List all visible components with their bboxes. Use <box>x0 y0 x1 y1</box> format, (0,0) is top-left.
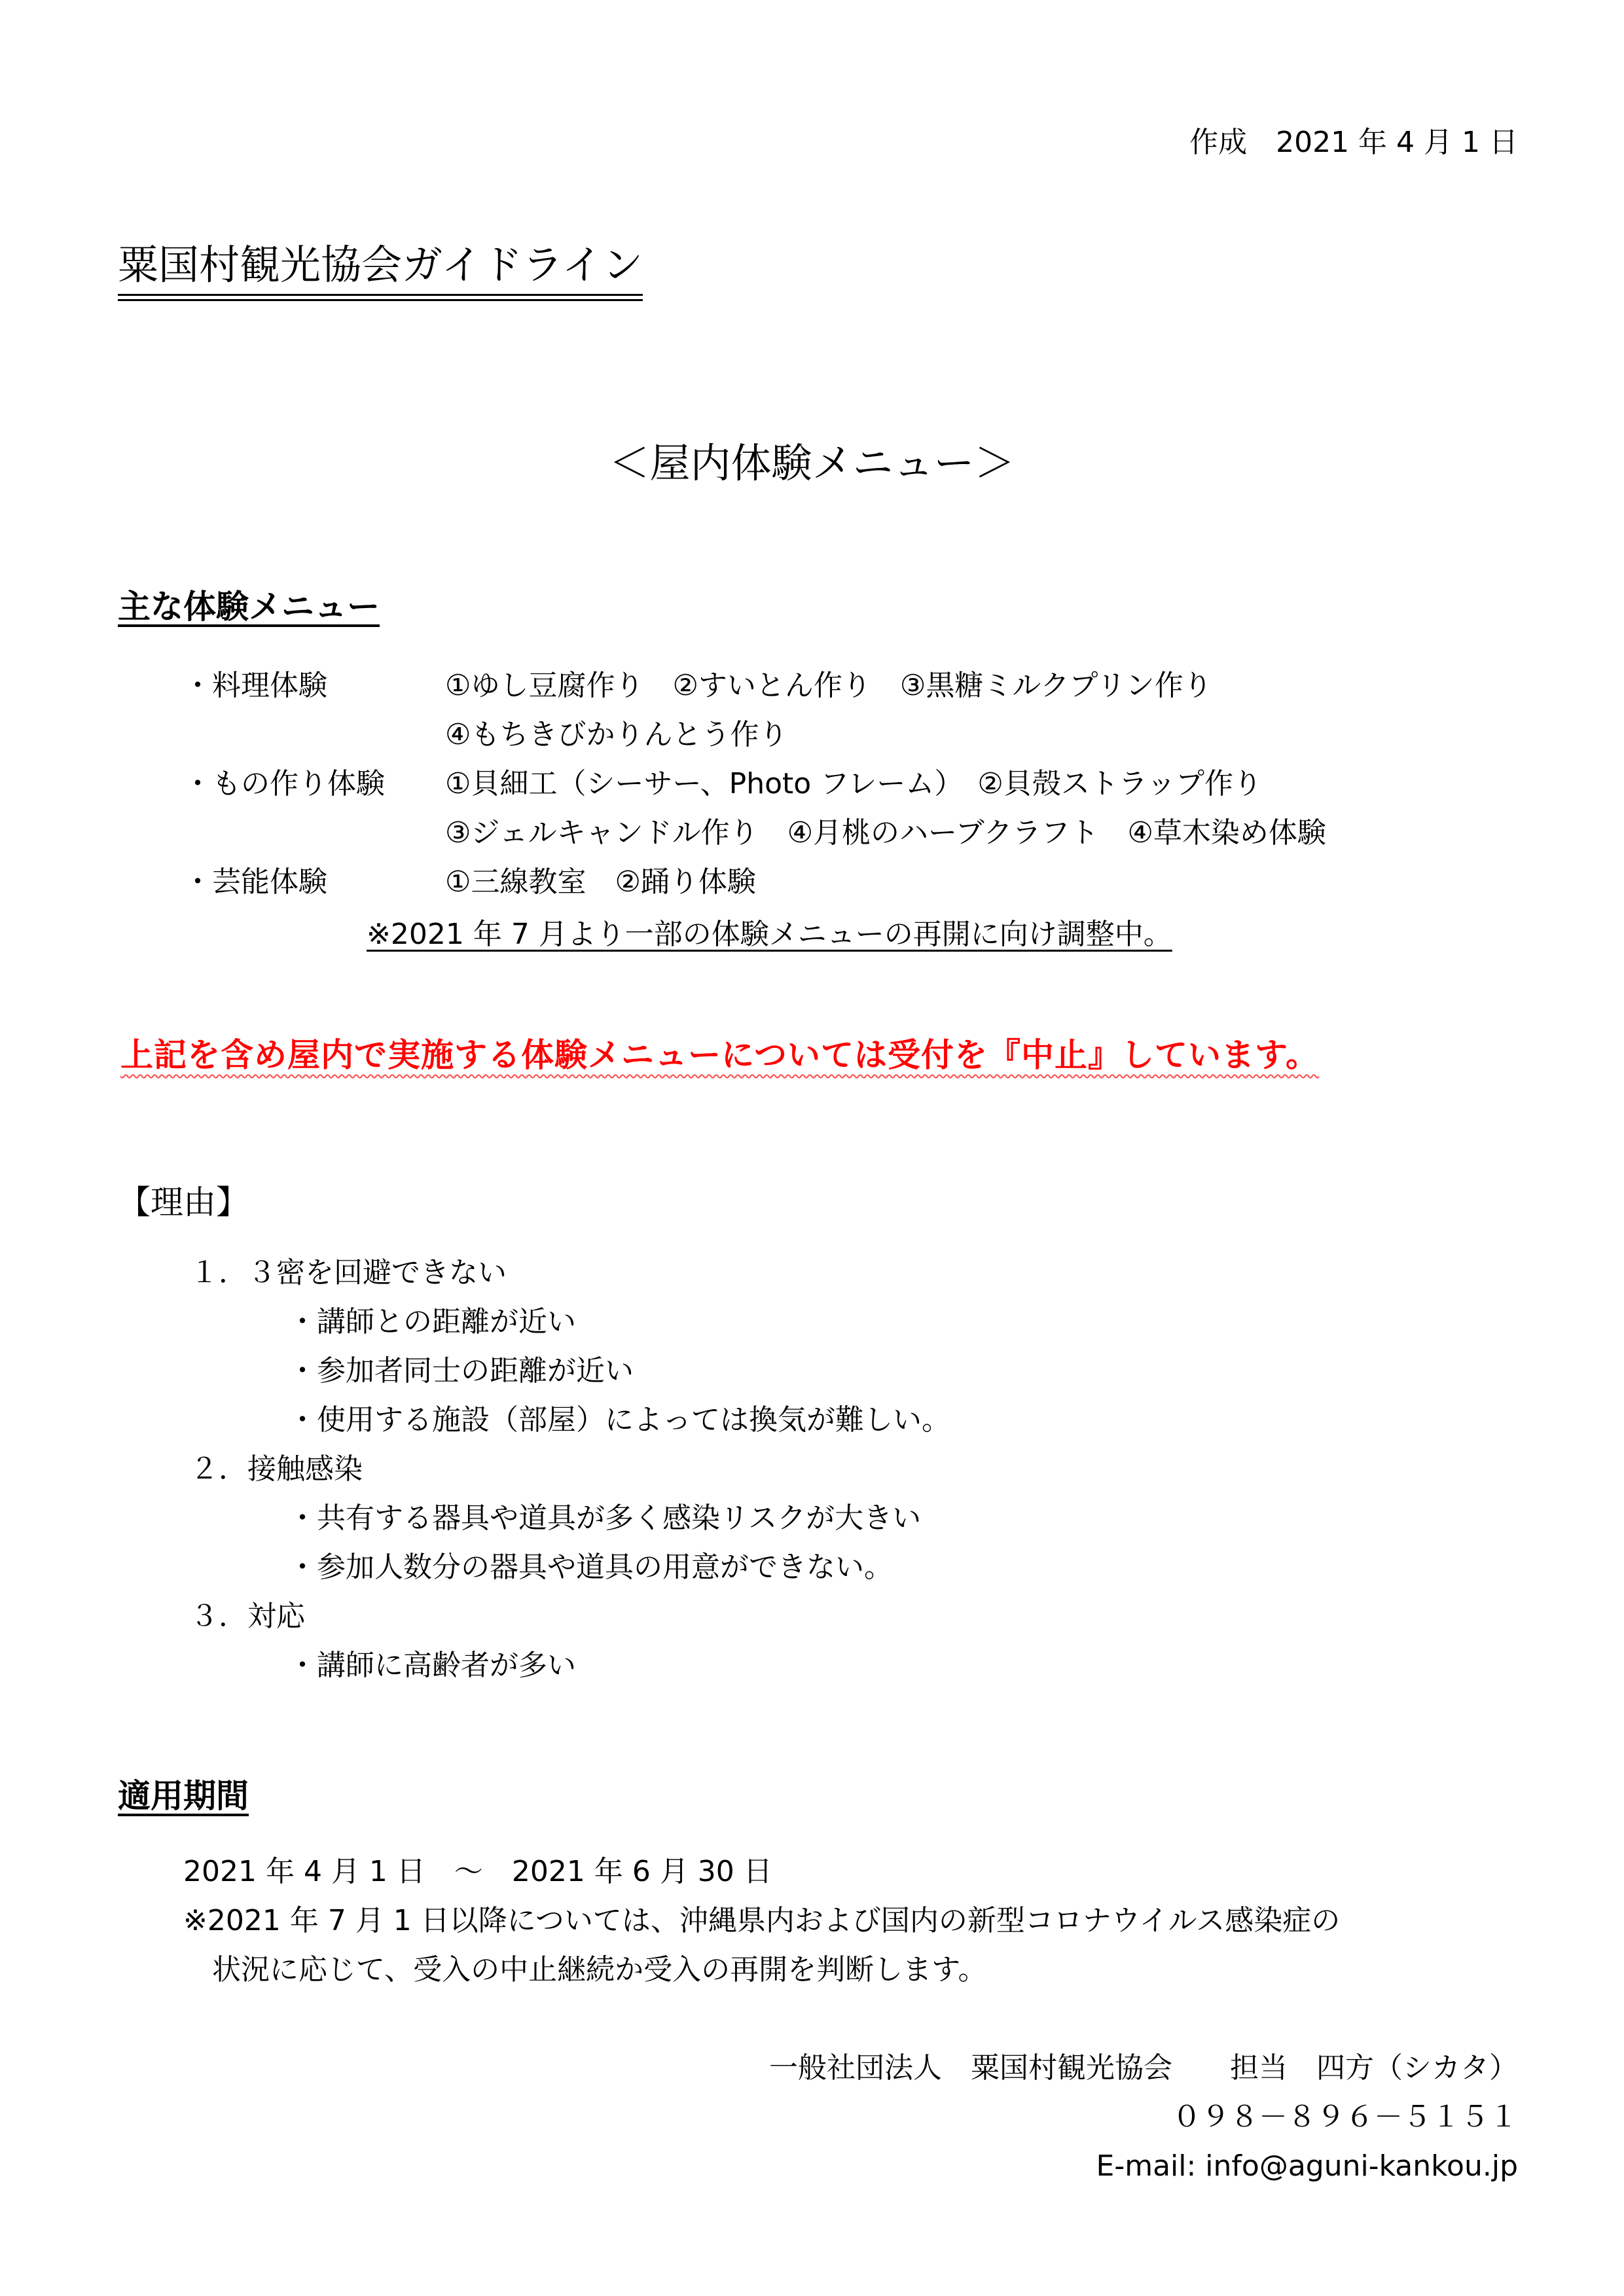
crafts-label: ・もの作り体験 <box>183 767 385 800</box>
performing-items-line1: ①三線教室 ②踊り体験 <box>445 865 756 899</box>
reason-item-1: １．３密を回避できない <box>190 1256 507 1289</box>
title-underline-bottom <box>118 299 643 301</box>
title-underline-top <box>118 294 643 296</box>
reason-item-1b: ・参加者同士の距離が近い <box>288 1354 634 1388</box>
reason-heading: 【理由】 <box>118 1183 249 1221</box>
footer-organization: 一般社団法人 粟国村観光協会 担当 四方（シカタ） <box>769 2051 1518 2085</box>
main-menu-heading: 主な体験メニュー <box>118 588 380 626</box>
stop-notice: 上記を含め屋内で実施する体験メニューについては受付を『中止』しています。 <box>120 1036 1319 1074</box>
reason-item-3a: ・講師に高齢者が多い <box>288 1649 576 1682</box>
created-date: 作成 2021 年 4 月 1 日 <box>1189 126 1518 159</box>
cooking-items-line1: ①ゆし豆腐作り ②すいとん作り ③黒糖ミルクプリン作り <box>445 669 1212 702</box>
performing-label: ・芸能体験 <box>183 865 327 899</box>
resume-note: ※2021 年 7 月より一部の体験メニューの再開に向け調整中。 <box>367 918 1172 951</box>
period-heading: 適用期間 <box>118 1777 249 1815</box>
reason-item-2: ２．接触感染 <box>190 1452 363 1486</box>
cooking-items-line2: ④もちきびかりんとう作り <box>445 718 788 751</box>
period-range: 2021 年 4 月 1 日 ～ 2021 年 6 月 30 日 <box>183 1855 772 1888</box>
reason-item-1a: ・講師との距離が近い <box>288 1305 576 1338</box>
crafts-items-line1: ①貝細工（シーサー、Photo フレーム） ②貝殻ストラップ作り <box>445 767 1262 800</box>
reason-item-2a: ・共有する器具や道具が多く感染リスクが大きい <box>288 1501 922 1535</box>
section-title: ＜屋内体験メニュー＞ <box>609 439 1015 487</box>
document-title-text: 粟国村観光協会ガイドライン <box>118 241 643 289</box>
cooking-label: ・料理体験 <box>183 669 327 702</box>
crafts-items-line2: ③ジェルキャンドル作り ④月桃のハーブクラフト ④草木染め体験 <box>445 816 1326 850</box>
footer-phone: ０９８－８９６－５１５１ <box>1172 2100 1518 2134</box>
reason-item-1c: ・使用する施設（部屋）によっては換気が難しい。 <box>288 1403 950 1437</box>
footer-email: E-mail: info@aguni-kankou.jp <box>1096 2149 1518 2183</box>
period-note-line2: 状況に応じて、受入の中止継続か受入の再開を判断します。 <box>183 1953 987 1986</box>
reason-item-3: ３．対応 <box>190 1600 305 1633</box>
document-title <box>118 239 643 291</box>
period-note-line1: ※2021 年 7 月 1 日以降については、沖縄県内および国内の新型コロナウイルス感染症の <box>183 1904 1341 1937</box>
reason-item-2b: ・参加人数分の器具や道具の用意ができない。 <box>288 1551 893 1584</box>
